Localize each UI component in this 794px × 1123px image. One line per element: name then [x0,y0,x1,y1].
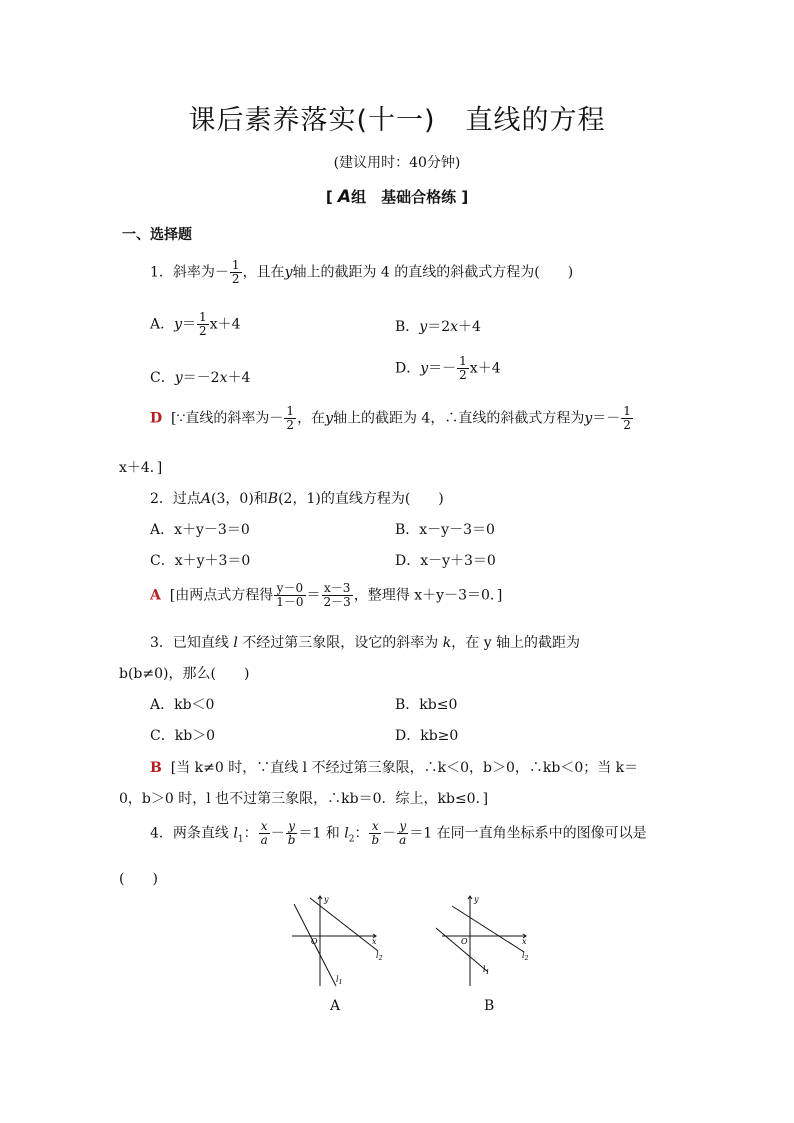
question-4-cont: ( ) [119,871,158,887]
question-3-cont: b(b≠0)，那么( ) [119,666,250,682]
question-2: 2．过点A(3，0)和B(2，1)的直线方程为( ) [150,491,444,507]
q3-explanation-cont: 0，b＞0 时，l 也不过第三象限，∴kb＝0．综上，kb≤0．] [119,791,489,807]
q3-option-a: A．kb＜0 [150,697,215,713]
l2-label: $l_2$ [522,951,529,962]
q2-option-b: B．x－y－3＝0 [395,522,495,538]
q3-option-c: C．kb＞0 [150,728,216,744]
x-axis-label: x [372,937,377,946]
origin-label: O [461,937,468,946]
q2-option-c: C．x＋y＋3＝0 [150,553,251,569]
q1-answer: D [150,410,163,427]
q2-answer: A [150,587,161,604]
q2-option-d: D．x－y＋3＝0 [395,553,496,569]
figure-b-caption: B [484,998,495,1014]
q2-option-a: A．x＋y－3＝0 [150,522,250,538]
question-4: 4．两条直线 $l_1$： $\frac{x}{a}$ － $\frac{y}{b}$ ＝1 和 $l_2$： $\frac{x}{b}$ － $\frac{y}{a}$ ＝1 在同一直角坐标系中的图像可以是 [150,819,647,847]
l2-label: $l_2$ [376,951,383,962]
q3-answer: B [150,760,162,776]
y-axis-label: y [324,895,329,904]
q3-option-d: D．kb≥0 [395,728,459,744]
x-axis-label: x [522,937,527,946]
q3-explanation: B [当 k≠0 时，∵直线 l 不经过第三象限，∴k＜0，b＞0，∴kb＜0；当 k＝ [150,760,639,776]
l1-label: $l_1$ [483,965,490,976]
line-l1 [436,928,488,972]
q1-option-b: B．y＝2x＋4 [395,319,481,335]
origin-label: O [311,937,318,946]
question-3: 3．已知直线 l 不经过第三象限，设它的斜率为 k，在 y 轴上的截距为 [150,635,581,651]
figure-a-caption: A [330,998,341,1014]
q3-option-b: B．kb≤0 [395,697,458,713]
y-axis-label: y [474,895,479,904]
group-heading: [ A组 基础合格练 ] [325,187,469,207]
q1-explanation-cont: x＋4．] [119,460,163,476]
group-badge: A [337,187,352,207]
q1-option-a: A．y＝ $\frac{1}{2}$ x＋4 [150,310,241,338]
page-title: 课后素养落实(十一) 直线的方程 [188,105,606,136]
l1-label: $l_1$ [336,975,343,986]
time-hint: (建议用时：40分钟) [333,155,461,171]
q1-explanation: D [∵直线的斜率为－ $\frac{1}{2}$ ，在y轴上的截距为 4，∴直线的斜截式方程为y＝－ $\frac{1}{2}$ [150,404,631,432]
figure-b [430,886,540,991]
figure-a [280,886,390,991]
q1-option-d: D．y＝－ $\frac{1}{2}$ x＋4 [395,354,501,382]
q2-explanation: A [由两点式方程得 $\frac{y-0}{1-0}$ ＝ $\frac{x-3}{2-3}$ ，整理得 x＋y－3＝0．] [150,581,503,609]
q1-option-c: C．y＝－2x＋4 [150,370,251,386]
question-1: 1．斜率为－ $\frac{1}{2}$ ，且在y轴上的截距为 4 的直线的斜截式方程为( ) [150,258,574,286]
section-heading: 一、选择题 [122,227,192,243]
